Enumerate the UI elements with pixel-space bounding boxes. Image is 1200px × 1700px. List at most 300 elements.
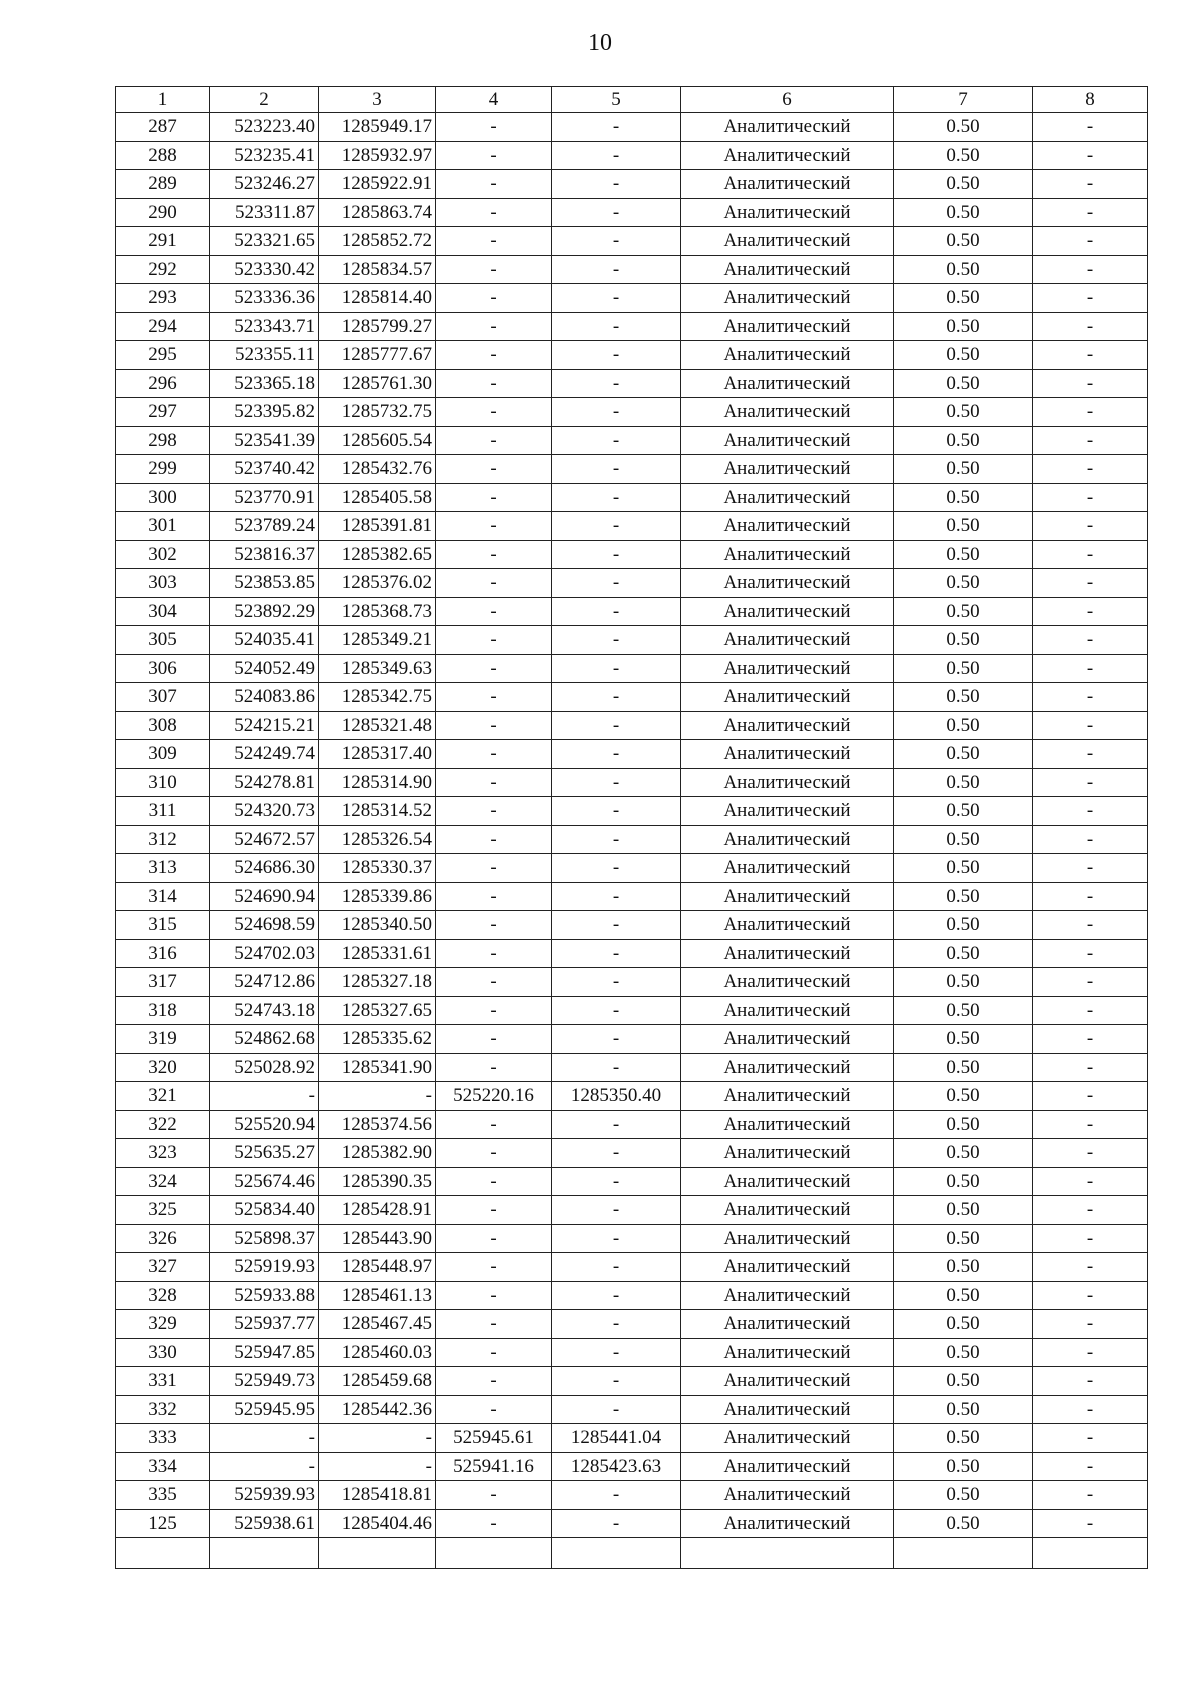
table-cell: - [552,113,681,142]
table-cell: 308 [116,711,210,740]
table-cell: Аналитический [681,455,894,484]
table-cell: 125 [116,1509,210,1538]
table-cell: - [552,341,681,370]
table-cell: - [552,1395,681,1424]
table-cell: 1285382.65 [319,540,436,569]
table-cell: 332 [116,1395,210,1424]
table-row [116,968,1148,997]
table-cell: - [552,711,681,740]
table-cell: - [436,341,552,370]
table-cell: 316 [116,939,210,968]
table-cell: 1285404.46 [319,1509,436,1538]
table-cell: 298 [116,426,210,455]
empty-cell [210,1538,319,1569]
table-cell: - [1033,1167,1148,1196]
table-cell: 1285327.18 [319,968,436,997]
table-cell: 523321.65 [210,227,319,256]
table-row [116,740,1148,769]
table-cell: 525635.27 [210,1139,319,1168]
table-cell: - [552,198,681,227]
table-cell: 525937.77 [210,1310,319,1339]
table-cell: 523330.42 [210,255,319,284]
table-cell: 1285863.74 [319,198,436,227]
table-cell: - [1033,1082,1148,1111]
table-cell: - [436,626,552,655]
table-cell: - [436,1395,552,1424]
table-cell: 1285852.72 [319,227,436,256]
table-cell: 525933.88 [210,1281,319,1310]
table-cell: Аналитический [681,113,894,142]
table-cell: 309 [116,740,210,769]
table-cell: - [1033,284,1148,313]
table-cell: - [436,996,552,1025]
table-cell: 0.50 [894,512,1033,541]
table-cell: - [552,882,681,911]
table-cell: - [436,227,552,256]
table-cell: - [552,569,681,598]
table-cell: - [1033,1053,1148,1082]
table-cell: Аналитический [681,882,894,911]
table-cell: 0.50 [894,455,1033,484]
table-cell: Аналитический [681,740,894,769]
table-cell: - [1033,1481,1148,1510]
table-cell: 1285335.62 [319,1025,436,1054]
table-cell: 314 [116,882,210,911]
table-cell: - [436,1053,552,1082]
table-cell: - [552,512,681,541]
table-cell: Аналитический [681,141,894,170]
table-cell: - [1033,1395,1148,1424]
table-cell: 1285441.04 [552,1424,681,1453]
table-cell: 1285390.35 [319,1167,436,1196]
table-row [116,1310,1148,1339]
table-cell: - [436,113,552,142]
table-cell: - [1033,882,1148,911]
table-cell: Аналитический [681,1338,894,1367]
table-cell: Аналитический [681,1167,894,1196]
table-cell: 1285331.61 [319,939,436,968]
table-body [116,113,1148,1569]
table-cell: 525220.16 [436,1082,552,1111]
table-cell: 0.50 [894,740,1033,769]
table-row [116,1338,1148,1367]
table-cell: - [1033,711,1148,740]
table-cell: 525941.16 [436,1452,552,1481]
table-cell: 524052.49 [210,654,319,683]
column-header: 6 [681,87,894,113]
table-cell: Аналитический [681,569,894,598]
table-cell: 525520.94 [210,1110,319,1139]
table-cell: 330 [116,1338,210,1367]
table-cell: 0.50 [894,312,1033,341]
empty-cell [894,1538,1033,1569]
table-cell: 523311.87 [210,198,319,227]
table-cell: 0.50 [894,1281,1033,1310]
table-cell: 1285922.91 [319,170,436,199]
table-cell: 322 [116,1110,210,1139]
table-cell: 292 [116,255,210,284]
table-cell: 0.50 [894,825,1033,854]
table-cell: Аналитический [681,255,894,284]
table-cell: 524083.86 [210,683,319,712]
table-cell: 1285349.21 [319,626,436,655]
table-cell: 525938.61 [210,1509,319,1538]
table-cell: - [210,1452,319,1481]
table-cell: 1285460.03 [319,1338,436,1367]
table-row [116,911,1148,940]
empty-cell [436,1538,552,1569]
table-cell: Аналитический [681,284,894,313]
table-cell: 0.50 [894,255,1033,284]
table-cell: - [1033,597,1148,626]
table-cell: - [436,1509,552,1538]
table-cell: 525898.37 [210,1224,319,1253]
table-cell: Аналитический [681,825,894,854]
table-cell: 0.50 [894,1452,1033,1481]
table-cell: - [552,1224,681,1253]
table-cell: Аналитический [681,512,894,541]
table-cell: - [552,597,681,626]
table-cell: 0.50 [894,198,1033,227]
table-cell: 0.50 [894,626,1033,655]
table-header-row [116,87,1148,113]
empty-cell [552,1538,681,1569]
table-cell: 523355.11 [210,341,319,370]
table-cell: 523336.36 [210,284,319,313]
table-cell: - [436,1196,552,1225]
table-cell: - [1033,398,1148,427]
table-row [116,1224,1148,1253]
table-cell: 0.50 [894,284,1033,313]
table-cell: 1285339.86 [319,882,436,911]
table-cell: 1285330.37 [319,854,436,883]
table-cell: 1285326.54 [319,825,436,854]
table-cell: 0.50 [894,1481,1033,1510]
table-cell: - [319,1424,436,1453]
coordinates-table [115,86,1148,1569]
table-cell: - [1033,654,1148,683]
table-cell: 327 [116,1253,210,1282]
table-cell: 524690.94 [210,882,319,911]
table-cell: - [1033,1196,1148,1225]
table-cell: - [1033,113,1148,142]
table-cell: - [1033,1110,1148,1139]
table-cell: Аналитический [681,654,894,683]
table-cell: 1285349.63 [319,654,436,683]
table-cell: 1285799.27 [319,312,436,341]
table-cell: Аналитический [681,1224,894,1253]
table-row [116,227,1148,256]
table-cell: 0.50 [894,341,1033,370]
table-cell: Аналитический [681,1395,894,1424]
table-cell: 1285382.90 [319,1139,436,1168]
table-cell: 523365.18 [210,369,319,398]
table-cell: Аналитический [681,683,894,712]
table-cell: 1285834.57 [319,255,436,284]
table-cell: - [1033,1338,1148,1367]
table-cell: - [436,597,552,626]
table-cell: - [436,911,552,940]
table-row [116,797,1148,826]
table-row [116,1196,1148,1225]
table-cell: - [1033,825,1148,854]
table-row [116,426,1148,455]
table-cell: 525028.92 [210,1053,319,1082]
table-cell: 0.50 [894,569,1033,598]
table-cell: 1285814.40 [319,284,436,313]
table-cell: - [436,369,552,398]
table-cell: Аналитический [681,797,894,826]
table-row [116,1424,1148,1453]
table-cell: - [552,284,681,313]
table-cell: Аналитический [681,1110,894,1139]
table-cell: 0.50 [894,1110,1033,1139]
table-cell: Аналитический [681,1139,894,1168]
table-cell: 1285761.30 [319,369,436,398]
table-cell: - [436,483,552,512]
table-cell: 524712.86 [210,968,319,997]
table-cell: - [552,255,681,284]
table-cell: 523343.71 [210,312,319,341]
table-cell: 0.50 [894,968,1033,997]
table-row [116,768,1148,797]
column-header: 7 [894,87,1033,113]
table-cell: 0.50 [894,1139,1033,1168]
table-row [116,597,1148,626]
table-cell: 312 [116,825,210,854]
table-cell: - [552,683,681,712]
table-cell: Аналитический [681,939,894,968]
empty-cell [681,1538,894,1569]
table-row [116,1139,1148,1168]
table-cell: - [436,711,552,740]
table-row [116,1253,1148,1282]
table-cell: 523395.82 [210,398,319,427]
table-row [116,626,1148,655]
table-cell: - [552,170,681,199]
table-cell: - [552,939,681,968]
table-cell: 524862.68 [210,1025,319,1054]
table-cell: - [1033,626,1148,655]
table-cell: 1285418.81 [319,1481,436,1510]
column-header: 1 [116,87,210,113]
table-cell: 0.50 [894,1025,1033,1054]
table-cell: 0.50 [894,369,1033,398]
table-cell: 524278.81 [210,768,319,797]
table-cell: - [552,1110,681,1139]
table-cell: - [1033,426,1148,455]
table-cell: 317 [116,968,210,997]
table-cell: 307 [116,683,210,712]
table-cell: 324 [116,1167,210,1196]
table-cell: - [210,1082,319,1111]
table-cell: Аналитический [681,1082,894,1111]
table-cell: 0.50 [894,1424,1033,1453]
table-cell: - [1033,797,1148,826]
table-cell: - [436,1338,552,1367]
table-cell: 1285342.75 [319,683,436,712]
table-row [116,1053,1148,1082]
table-cell: - [436,426,552,455]
column-header: 8 [1033,87,1148,113]
table-cell: - [552,1196,681,1225]
table-cell: 299 [116,455,210,484]
table-cell: 524320.73 [210,797,319,826]
table-cell: - [1033,369,1148,398]
table-row [116,455,1148,484]
table-cell: - [436,1253,552,1282]
table-cell: - [552,854,681,883]
table-cell: - [552,825,681,854]
table-cell: - [436,854,552,883]
table-cell: 0.50 [894,768,1033,797]
table-cell: 335 [116,1481,210,1510]
table-cell: - [552,654,681,683]
table-cell: - [436,683,552,712]
table-cell: - [1033,854,1148,883]
table-cell: Аналитический [681,1025,894,1054]
table-cell: - [436,1281,552,1310]
table-cell: 0.50 [894,1338,1033,1367]
table-cell: 290 [116,198,210,227]
column-header: 4 [436,87,552,113]
table-cell: - [1033,312,1148,341]
table-cell: Аналитический [681,1196,894,1225]
table-cell: - [1033,512,1148,541]
table-cell: 0.50 [894,227,1033,256]
table-cell: Аналитический [681,1509,894,1538]
table-cell: 525947.85 [210,1338,319,1367]
table-cell: - [552,626,681,655]
table-cell: 333 [116,1424,210,1453]
table-cell: 1285442.36 [319,1395,436,1424]
empty-cell [319,1538,436,1569]
table-cell: 0.50 [894,113,1033,142]
table-cell: Аналитический [681,1053,894,1082]
table-cell: Аналитический [681,711,894,740]
table-cell: Аналитический [681,1281,894,1310]
table-cell: - [1033,170,1148,199]
table-row [116,170,1148,199]
table-cell: Аналитический [681,341,894,370]
table-cell: - [552,455,681,484]
table-cell: - [552,1025,681,1054]
table-cell: 1285932.97 [319,141,436,170]
table-cell: - [552,227,681,256]
table-cell: - [1033,1452,1148,1481]
table-cell: Аналитический [681,768,894,797]
table-cell: Аналитический [681,996,894,1025]
table-cell: 0.50 [894,939,1033,968]
table-cell: 329 [116,1310,210,1339]
table-cell: 524686.30 [210,854,319,883]
table-cell: - [436,1110,552,1139]
table-cell: - [436,1367,552,1396]
table-cell: 0.50 [894,1253,1033,1282]
table-cell: 305 [116,626,210,655]
table-row [116,284,1148,313]
table-cell: 1285327.65 [319,996,436,1025]
table-row [116,255,1148,284]
table-cell: - [436,398,552,427]
table-cell: - [1033,768,1148,797]
table-cell: 310 [116,768,210,797]
table-cell: Аналитический [681,1310,894,1339]
table-row [116,483,1148,512]
table-cell: - [1033,255,1148,284]
table-cell: 315 [116,911,210,940]
table-cell: - [1033,198,1148,227]
table-cell: - [1033,968,1148,997]
table-cell: 525834.40 [210,1196,319,1225]
table-cell: 0.50 [894,711,1033,740]
table-cell: - [1033,740,1148,769]
table-cell: - [436,455,552,484]
table-cell: 325 [116,1196,210,1225]
table-cell: - [1033,1224,1148,1253]
table-cell: 293 [116,284,210,313]
table-cell: 1285443.90 [319,1224,436,1253]
table-cell: Аналитический [681,1452,894,1481]
table-row [116,1509,1148,1538]
table-cell: 296 [116,369,210,398]
table-cell: - [1033,1139,1148,1168]
table-cell: - [436,1167,552,1196]
table-cell: 0.50 [894,854,1033,883]
table-cell: 523816.37 [210,540,319,569]
table-cell: Аналитический [681,170,894,199]
table-cell: 297 [116,398,210,427]
table-cell: 295 [116,341,210,370]
table-row [116,1281,1148,1310]
table-cell: 1285314.52 [319,797,436,826]
table-cell: 524743.18 [210,996,319,1025]
table-cell: - [1033,227,1148,256]
table-cell: 1285428.91 [319,1196,436,1225]
table-cell: - [552,996,681,1025]
table-cell: 1285350.40 [552,1082,681,1111]
table-cell: Аналитический [681,312,894,341]
table-cell: 334 [116,1452,210,1481]
table-row [116,825,1148,854]
table-cell: 1285777.67 [319,341,436,370]
table-cell: - [552,369,681,398]
table-row [116,1025,1148,1054]
table-cell: 0.50 [894,1082,1033,1111]
table-row [116,654,1148,683]
table-cell: Аналитический [681,597,894,626]
table-cell: 318 [116,996,210,1025]
table-cell: Аналитический [681,1481,894,1510]
table-cell: - [552,540,681,569]
table-cell: 523246.27 [210,170,319,199]
table-row [116,711,1148,740]
table-cell: Аналитический [681,968,894,997]
table-cell: 523740.42 [210,455,319,484]
table-row [116,683,1148,712]
table-cell: Аналитический [681,911,894,940]
table-cell: - [1033,939,1148,968]
table-cell: - [552,797,681,826]
table-cell: 524698.59 [210,911,319,940]
table-row [116,312,1148,341]
table-cell: 0.50 [894,1367,1033,1396]
page-number: 10 [588,30,612,56]
table-cell: - [552,740,681,769]
table-cell: - [552,1310,681,1339]
table-cell: - [1033,569,1148,598]
table-cell: 0.50 [894,882,1033,911]
